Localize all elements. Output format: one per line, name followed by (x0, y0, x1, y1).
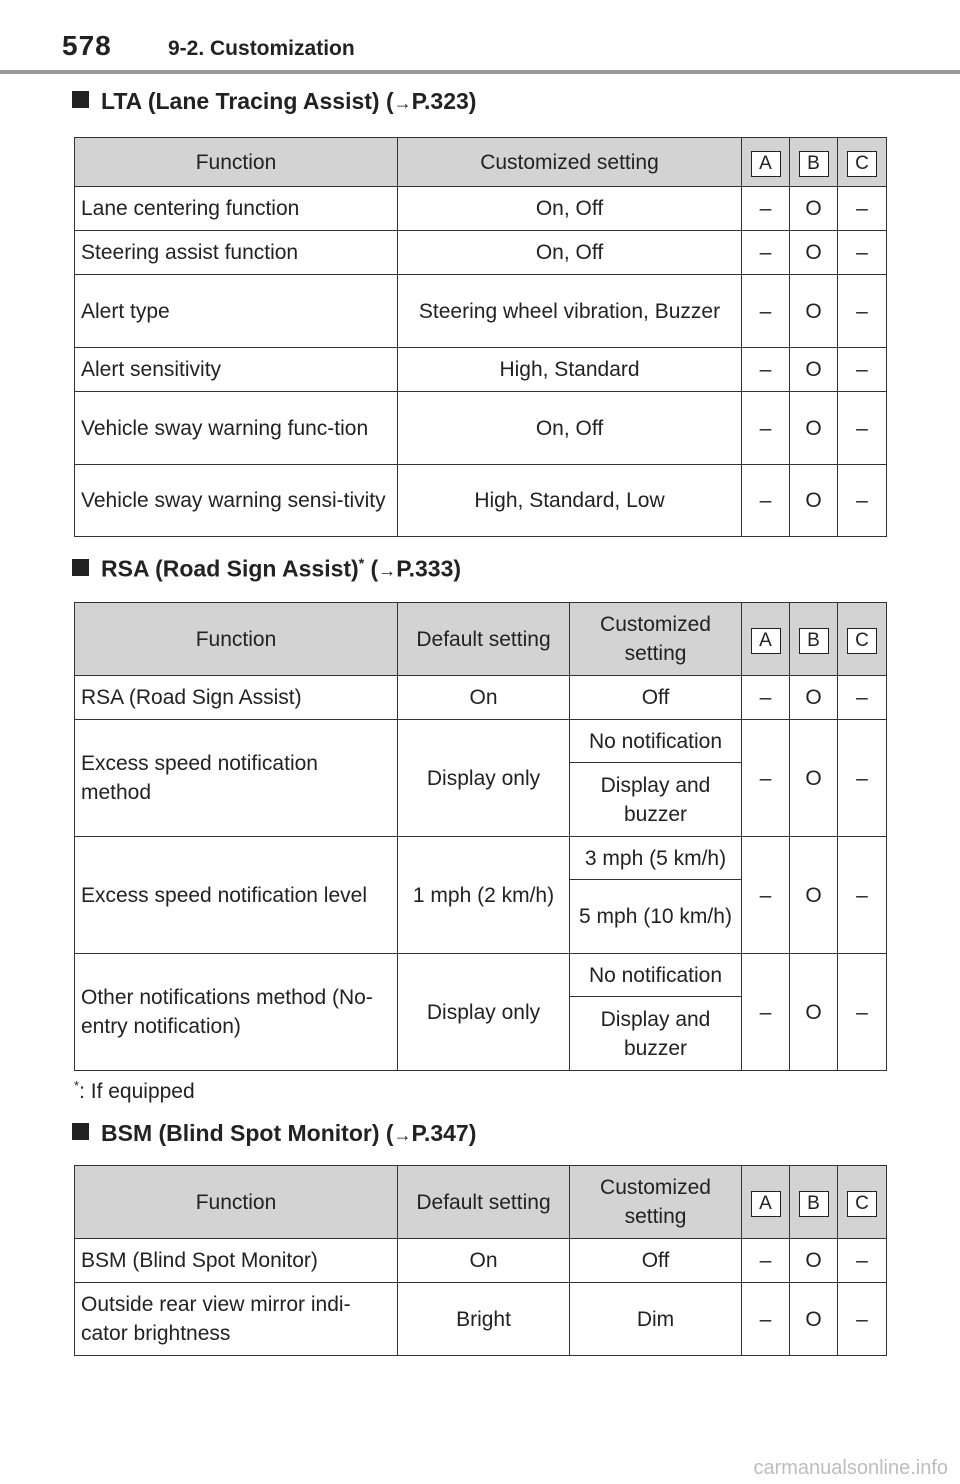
c-cell: – (838, 1239, 887, 1283)
rsa-heading-text: RSA (Road Sign Assist) (101, 555, 359, 582)
b-cell: O (790, 954, 838, 1071)
c-cell: – (838, 275, 887, 348)
function-cell: Excess speed notification level (75, 837, 398, 954)
customized-cell: On, Off (398, 392, 742, 465)
col-header-function: Function (75, 603, 398, 676)
badge-a: A (751, 151, 781, 177)
table-row (75, 231, 887, 275)
c-cell: – (838, 954, 887, 1071)
arrow-right-icon: → (393, 93, 412, 113)
default-cell: 1 mph (2 km/h) (398, 837, 570, 954)
customized-cell: Dim (570, 1283, 742, 1356)
b-cell: O (790, 231, 838, 275)
a-cell: – (742, 837, 790, 954)
arrow-right-icon: → (393, 1125, 412, 1145)
customized-option-cell: 5 mph (10 km/h) (570, 880, 742, 954)
function-cell: Alert sensitivity (75, 348, 398, 392)
c-cell: – (838, 187, 887, 231)
footnote (74, 1078, 195, 1104)
rsa-heading-open: ( (364, 555, 379, 582)
function-cell: Outside rear view mirror indi-cator brightness (75, 1283, 398, 1356)
a-cell: – (742, 1283, 790, 1356)
col-header-a (742, 138, 790, 187)
a-cell: – (742, 1239, 790, 1283)
c-cell: – (838, 348, 887, 392)
badge-c: C (847, 151, 877, 177)
table-row (75, 720, 887, 763)
table-row (75, 275, 887, 348)
col-header-default: Default setting (398, 603, 570, 676)
section-title: 9-2. Customization (168, 37, 355, 60)
customized-cell: High, Standard (398, 348, 742, 392)
table-row (75, 392, 887, 465)
footnote-mark: * (74, 1078, 80, 1093)
page-header (0, 0, 960, 74)
bsm-heading (72, 1120, 476, 1147)
a-cell: – (742, 676, 790, 720)
col-header-customized: Customized setting (570, 603, 742, 676)
default-cell: Display only (398, 720, 570, 837)
b-cell: O (790, 275, 838, 348)
col-header-c (838, 138, 887, 187)
bsm-heading-text: BSM (Blind Spot Monitor) ( (101, 1120, 394, 1146)
customized-cell: Off (570, 1239, 742, 1283)
table-row (75, 348, 887, 392)
table-row (75, 1283, 887, 1356)
b-cell: O (790, 676, 838, 720)
a-cell: – (742, 720, 790, 837)
square-bullet-icon (72, 559, 89, 576)
function-cell: Other notifications method (No-entry notification) (75, 954, 398, 1071)
badge-b: B (799, 151, 829, 177)
function-cell: Excess speed notification method (75, 720, 398, 837)
col-header-b (790, 603, 838, 676)
c-cell: – (838, 1283, 887, 1356)
customized-option-cell: Display and buzzer (570, 763, 742, 837)
lta-table (74, 137, 887, 537)
c-cell: – (838, 465, 887, 537)
customized-cell: Steering wheel vibration, Buzzer (398, 275, 742, 348)
b-cell: O (790, 465, 838, 537)
table-row (75, 676, 887, 720)
c-cell: – (838, 392, 887, 465)
c-cell: – (838, 231, 887, 275)
col-header-c (838, 1166, 887, 1239)
b-cell: O (790, 720, 838, 837)
square-bullet-icon (72, 91, 89, 108)
header-divider (0, 70, 960, 74)
watermark: carmanualsonline.info (753, 1457, 948, 1479)
footnote-text: : If equipped (79, 1080, 195, 1103)
b-cell: O (790, 187, 838, 231)
default-cell: Bright (398, 1283, 570, 1356)
lta-page-ref[interactable]: P.323) (411, 88, 477, 114)
badge-a: A (751, 628, 781, 654)
function-cell: Vehicle sway warning func-tion (75, 392, 398, 465)
customized-cell: Off (570, 676, 742, 720)
a-cell: – (742, 954, 790, 1071)
footnote-mark: * (358, 555, 365, 571)
customized-option-cell: No notification (570, 954, 742, 997)
rsa-heading (72, 555, 461, 583)
table-row (75, 1239, 887, 1283)
b-cell: O (790, 1283, 838, 1356)
function-cell: Lane centering function (75, 187, 398, 231)
default-cell: On (398, 676, 570, 720)
c-cell: – (838, 676, 887, 720)
badge-b: B (799, 1191, 829, 1217)
a-cell: – (742, 465, 790, 537)
customized-option-cell: Display and buzzer (570, 997, 742, 1071)
badge-b: B (799, 628, 829, 654)
col-header-c (838, 603, 887, 676)
default-cell: On (398, 1239, 570, 1283)
table-header-row (75, 138, 887, 187)
page-number: 578 (62, 30, 112, 61)
badge-c: C (847, 628, 877, 654)
function-cell: RSA (Road Sign Assist) (75, 676, 398, 720)
square-bullet-icon (72, 1123, 89, 1140)
function-cell: Steering assist function (75, 231, 398, 275)
function-cell: BSM (Blind Spot Monitor) (75, 1239, 398, 1283)
b-cell: O (790, 837, 838, 954)
table-header-row (75, 603, 887, 676)
col-header-customized: Customized setting (570, 1166, 742, 1239)
table-row (75, 954, 887, 997)
lta-heading-text: LTA (Lane Tracing Assist) ( (101, 88, 394, 114)
badge-c: C (847, 1191, 877, 1217)
col-header-function: Function (75, 138, 398, 187)
c-cell: – (838, 837, 887, 954)
rsa-page-ref[interactable]: P.333) (396, 555, 462, 582)
b-cell: O (790, 1239, 838, 1283)
a-cell: – (742, 348, 790, 392)
a-cell: – (742, 187, 790, 231)
bsm-page-ref[interactable]: P.347) (411, 1120, 477, 1146)
rsa-table (74, 602, 887, 1071)
col-header-customized: Customized setting (398, 138, 742, 187)
col-header-a (742, 1166, 790, 1239)
default-cell: Display only (398, 954, 570, 1071)
table-row (75, 837, 887, 880)
function-cell: Vehicle sway warning sensi-tivity (75, 465, 398, 537)
col-header-default: Default setting (398, 1166, 570, 1239)
a-cell: – (742, 231, 790, 275)
customized-option-cell: No notification (570, 720, 742, 763)
col-header-b (790, 138, 838, 187)
function-cell: Alert type (75, 275, 398, 348)
col-header-a (742, 603, 790, 676)
c-cell: – (838, 720, 887, 837)
b-cell: O (790, 392, 838, 465)
customized-cell: On, Off (398, 231, 742, 275)
bsm-table (74, 1165, 887, 1356)
a-cell: – (742, 275, 790, 348)
lta-heading (72, 88, 476, 115)
arrow-right-icon: → (378, 560, 397, 581)
table-row (75, 465, 887, 537)
customized-cell: High, Standard, Low (398, 465, 742, 537)
customized-cell: On, Off (398, 187, 742, 231)
customized-option-cell: 3 mph (5 km/h) (570, 837, 742, 880)
b-cell: O (790, 348, 838, 392)
col-header-function: Function (75, 1166, 398, 1239)
table-header-row (75, 1166, 887, 1239)
a-cell: – (742, 392, 790, 465)
table-row (75, 187, 887, 231)
badge-a: A (751, 1191, 781, 1217)
col-header-b (790, 1166, 838, 1239)
